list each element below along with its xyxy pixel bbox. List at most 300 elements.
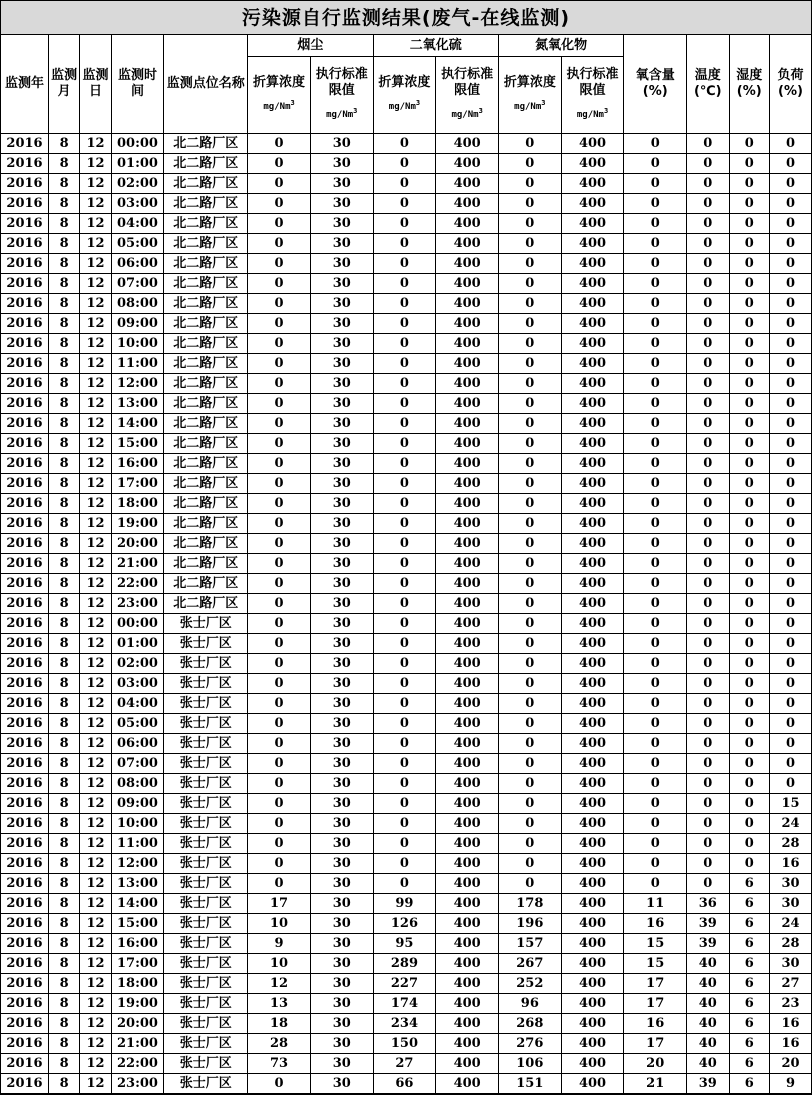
cell-load: 0 [769,394,811,414]
cell-nox-limit: 400 [561,654,624,674]
header-nox-conc [498,57,561,134]
cell-nox-limit: 400 [561,254,624,274]
cell-day: 12 [80,554,111,574]
cell-nox-conc: 0 [498,454,561,474]
cell-so2-limit: 400 [436,1054,499,1074]
cell-month: 8 [49,254,80,274]
cell-dust-limit: 30 [310,594,373,614]
table-row [1,874,811,894]
cell-site: 张士厂区 [164,1014,248,1034]
cell-load: 16 [769,1014,811,1034]
table-row [1,574,811,594]
cell-so2-conc: 0 [373,134,436,154]
cell-so2-conc: 126 [373,914,436,934]
cell-so2-conc: 27 [373,1054,436,1074]
cell-month: 8 [49,994,80,1014]
cell-year: 2016 [1,674,49,694]
cell-dust-conc: 0 [248,694,311,714]
cell-day: 12 [80,854,111,874]
header-site: 监测点位名称 [164,35,248,134]
cell-load: 0 [769,174,811,194]
cell-temperature: 0 [687,134,729,154]
cell-dust-limit: 30 [310,374,373,394]
cell-humidity: 0 [729,594,769,614]
cell-oxygen: 15 [624,934,687,954]
cell-so2-limit: 400 [436,434,499,454]
cell-oxygen: 0 [624,814,687,834]
cell-time: 22:00 [111,1054,164,1074]
cell-year: 2016 [1,714,49,734]
cell-nox-conc: 0 [498,594,561,614]
cell-site: 张士厂区 [164,774,248,794]
cell-humidity: 0 [729,694,769,714]
cell-so2-conc: 0 [373,774,436,794]
cell-humidity: 0 [729,354,769,374]
cell-time: 04:00 [111,214,164,234]
cell-site: 北二路厂区 [164,414,248,434]
cell-temperature: 0 [687,434,729,454]
cell-load: 0 [769,214,811,234]
cell-day: 12 [80,874,111,894]
cell-day: 12 [80,774,111,794]
cell-day: 12 [80,214,111,234]
cell-oxygen: 0 [624,394,687,414]
cell-month: 8 [49,354,80,374]
cell-temperature: 0 [687,614,729,634]
cell-site: 北二路厂区 [164,554,248,574]
limit-label: 执行标准限值 [441,67,494,98]
cell-humidity: 0 [729,634,769,654]
cell-so2-limit: 400 [436,354,499,374]
cell-dust-limit: 30 [310,234,373,254]
cell-nox-limit: 400 [561,574,624,594]
cell-load: 0 [769,134,811,154]
cell-dust-limit: 30 [310,474,373,494]
cell-time: 22:00 [111,574,164,594]
table-row [1,974,811,994]
cell-dust-limit: 30 [310,434,373,454]
cell-time: 21:00 [111,1034,164,1054]
cell-nox-limit: 400 [561,414,624,434]
header-so2-conc [373,57,436,134]
cell-humidity: 0 [729,214,769,234]
cell-so2-conc: 174 [373,994,436,1014]
cell-temperature: 0 [687,634,729,654]
cell-time: 02:00 [111,174,164,194]
cell-oxygen: 21 [624,1074,687,1094]
cell-nox-conc: 0 [498,494,561,514]
cell-dust-limit: 30 [310,974,373,994]
cell-dust-conc: 0 [248,574,311,594]
cell-nox-limit: 400 [561,1034,624,1054]
cell-dust-conc: 0 [248,754,311,774]
cell-so2-conc: 0 [373,354,436,374]
cell-month: 8 [49,334,80,354]
cell-nox-conc: 0 [498,734,561,754]
cell-humidity: 0 [729,854,769,874]
cell-month: 8 [49,594,80,614]
cell-month: 8 [49,934,80,954]
cell-dust-limit: 30 [310,994,373,1014]
cell-load: 0 [769,294,811,314]
cell-oxygen: 0 [624,614,687,634]
cell-year: 2016 [1,174,49,194]
cell-site: 张士厂区 [164,1074,248,1094]
cell-dust-conc: 73 [248,1054,311,1074]
cell-nox-conc: 0 [498,374,561,394]
cell-temperature: 0 [687,574,729,594]
cell-dust-limit: 30 [310,934,373,954]
table-row [1,694,811,714]
cell-oxygen: 0 [624,274,687,294]
cell-load: 0 [769,354,811,374]
cell-temperature: 0 [687,374,729,394]
cell-time: 23:00 [111,594,164,614]
header-time: 监测时间 [111,35,164,134]
cell-year: 2016 [1,214,49,234]
header-temperature: 温度(℃) [687,35,729,134]
cell-temperature: 0 [687,814,729,834]
table-row [1,834,811,854]
cell-year: 2016 [1,614,49,634]
cell-dust-conc: 0 [248,614,311,634]
cell-dust-conc: 0 [248,854,311,874]
cell-oxygen: 0 [624,634,687,654]
cell-time: 07:00 [111,274,164,294]
cell-dust-limit: 30 [310,534,373,554]
cell-dust-conc: 0 [248,174,311,194]
cell-oxygen: 0 [624,434,687,454]
cell-oxygen: 0 [624,534,687,554]
cell-dust-limit: 30 [310,274,373,294]
table-row [1,474,811,494]
cell-nox-conc: 0 [498,714,561,734]
cell-day: 12 [80,594,111,614]
cell-oxygen: 0 [624,334,687,354]
cell-so2-limit: 400 [436,334,499,354]
cell-month: 8 [49,134,80,154]
cell-temperature: 40 [687,994,729,1014]
cell-humidity: 0 [729,394,769,414]
cell-so2-conc: 289 [373,954,436,974]
cell-site: 北二路厂区 [164,594,248,614]
unit-label: mg/Nm$^3$ [326,107,358,120]
cell-temperature: 0 [687,414,729,434]
table-row [1,234,811,254]
cell-so2-limit: 400 [436,954,499,974]
cell-day: 12 [80,694,111,714]
cell-so2-limit: 400 [436,794,499,814]
cell-dust-conc: 0 [248,674,311,694]
cell-so2-conc: 0 [373,794,436,814]
header-oxygen: 氧含量(%) [624,35,687,134]
cell-nox-conc: 196 [498,914,561,934]
cell-dust-conc: 0 [248,314,311,334]
cell-load: 0 [769,274,811,294]
cell-nox-conc: 268 [498,1014,561,1034]
cell-load: 30 [769,954,811,974]
cell-year: 2016 [1,474,49,494]
cell-month: 8 [49,494,80,514]
cell-so2-conc: 0 [373,714,436,734]
cell-site: 北二路厂区 [164,434,248,454]
cell-humidity: 6 [729,974,769,994]
cell-nox-conc: 0 [498,254,561,274]
cell-humidity: 0 [729,134,769,154]
cell-nox-conc: 0 [498,154,561,174]
cell-so2-limit: 400 [436,1074,499,1094]
cell-year: 2016 [1,594,49,614]
cell-dust-limit: 30 [310,694,373,714]
cell-dust-conc: 0 [248,794,311,814]
cell-site: 张士厂区 [164,934,248,954]
cell-humidity: 0 [729,574,769,594]
cell-oxygen: 0 [624,594,687,614]
cell-humidity: 0 [729,554,769,574]
cell-so2-limit: 400 [436,1014,499,1034]
cell-load: 20 [769,1054,811,1074]
cell-time: 05:00 [111,714,164,734]
cell-nox-limit: 400 [561,994,624,1014]
cell-dust-conc: 0 [248,774,311,794]
cell-so2-limit: 400 [436,814,499,834]
cell-temperature: 0 [687,254,729,274]
cell-dust-limit: 30 [310,254,373,274]
cell-year: 2016 [1,734,49,754]
cell-nox-conc: 157 [498,934,561,954]
cell-year: 2016 [1,374,49,394]
cell-so2-limit: 400 [436,554,499,574]
cell-nox-limit: 400 [561,634,624,654]
cell-so2-conc: 150 [373,1034,436,1054]
cell-day: 12 [80,414,111,434]
cell-day: 12 [80,434,111,454]
cell-day: 12 [80,134,111,154]
cell-site: 张士厂区 [164,834,248,854]
cell-nox-limit: 400 [561,774,624,794]
unit-label: mg/Nm$^3$ [263,99,295,112]
cell-dust-limit: 30 [310,734,373,754]
table-row [1,1014,811,1034]
cell-oxygen: 17 [624,1034,687,1054]
cell-oxygen: 0 [624,774,687,794]
cell-humidity: 6 [729,874,769,894]
cell-month: 8 [49,694,80,714]
cell-site: 北二路厂区 [164,254,248,274]
cell-time: 03:00 [111,674,164,694]
cell-temperature: 39 [687,1074,729,1094]
cell-load: 0 [769,414,811,434]
cell-day: 12 [80,374,111,394]
cell-nox-limit: 400 [561,374,624,394]
cell-so2-limit: 400 [436,534,499,554]
cell-time: 13:00 [111,394,164,414]
cell-dust-conc: 10 [248,914,311,934]
cell-oxygen: 0 [624,874,687,894]
cell-so2-conc: 0 [373,674,436,694]
cell-year: 2016 [1,534,49,554]
cell-nox-conc: 0 [498,794,561,814]
conc-label: 折算浓度 [378,75,431,90]
cell-nox-limit: 400 [561,814,624,834]
cell-time: 10:00 [111,814,164,834]
cell-so2-conc: 0 [373,854,436,874]
cell-temperature: 0 [687,394,729,414]
cell-nox-limit: 400 [561,694,624,714]
table-row [1,614,811,634]
cell-day: 12 [80,274,111,294]
cell-temperature: 0 [687,234,729,254]
cell-humidity: 0 [729,734,769,754]
cell-oxygen: 0 [624,314,687,334]
cell-dust-conc: 17 [248,894,311,914]
cell-humidity: 0 [729,714,769,734]
cell-temperature: 0 [687,214,729,234]
cell-month: 8 [49,654,80,674]
cell-year: 2016 [1,334,49,354]
cell-time: 01:00 [111,634,164,654]
cell-so2-conc: 0 [373,834,436,854]
cell-oxygen: 0 [624,714,687,734]
cell-load: 0 [769,694,811,714]
cell-so2-conc: 0 [373,754,436,774]
table-row [1,594,811,614]
cell-day: 12 [80,194,111,214]
cell-so2-limit: 400 [436,214,499,234]
cell-temperature: 0 [687,754,729,774]
cell-humidity: 0 [729,794,769,814]
cell-load: 0 [769,374,811,394]
cell-time: 05:00 [111,234,164,254]
cell-site: 张士厂区 [164,794,248,814]
cell-dust-limit: 30 [310,914,373,934]
cell-dust-limit: 30 [310,134,373,154]
header-group-so2: 二氧化硫 [373,35,498,57]
cell-dust-limit: 30 [310,1034,373,1054]
cell-year: 2016 [1,274,49,294]
cell-site: 张士厂区 [164,954,248,974]
cell-load: 0 [769,434,811,454]
cell-dust-conc: 0 [248,434,311,454]
cell-humidity: 0 [729,194,769,214]
cell-nox-limit: 400 [561,474,624,494]
cell-so2-limit: 400 [436,994,499,1014]
cell-so2-conc: 0 [373,734,436,754]
cell-site: 北二路厂区 [164,134,248,154]
table-row [1,554,811,574]
cell-nox-limit: 400 [561,234,624,254]
cell-oxygen: 0 [624,754,687,774]
cell-day: 12 [80,534,111,554]
cell-year: 2016 [1,394,49,414]
cell-nox-limit: 400 [561,914,624,934]
table-row [1,374,811,394]
table-row [1,994,811,1014]
cell-year: 2016 [1,814,49,834]
cell-site: 北二路厂区 [164,454,248,474]
cell-temperature: 0 [687,734,729,754]
table-row [1,654,811,674]
cell-so2-conc: 0 [373,174,436,194]
cell-site: 北二路厂区 [164,394,248,414]
cell-year: 2016 [1,314,49,334]
cell-day: 12 [80,354,111,374]
cell-month: 8 [49,874,80,894]
cell-time: 19:00 [111,994,164,1014]
cell-temperature: 40 [687,1054,729,1074]
cell-oxygen: 16 [624,914,687,934]
table-row [1,414,811,434]
cell-humidity: 0 [729,174,769,194]
cell-oxygen: 0 [624,734,687,754]
table-row [1,954,811,974]
cell-nox-conc: 0 [498,854,561,874]
cell-so2-conc: 95 [373,934,436,954]
cell-nox-limit: 400 [561,674,624,694]
cell-year: 2016 [1,574,49,594]
cell-oxygen: 0 [624,174,687,194]
table-row [1,334,811,354]
cell-dust-limit: 30 [310,1074,373,1094]
cell-time: 02:00 [111,654,164,674]
cell-humidity: 0 [729,454,769,474]
cell-nox-limit: 400 [561,794,624,814]
cell-oxygen: 0 [624,134,687,154]
cell-so2-limit: 400 [436,374,499,394]
cell-dust-limit: 30 [310,214,373,234]
header-dust-conc [248,57,311,134]
cell-oxygen: 0 [624,234,687,254]
cell-nox-limit: 400 [561,274,624,294]
cell-load: 0 [769,594,811,614]
cell-time: 16:00 [111,934,164,954]
cell-so2-limit: 400 [436,454,499,474]
cell-year: 2016 [1,634,49,654]
cell-so2-conc: 0 [373,294,436,314]
cell-temperature: 0 [687,674,729,694]
cell-dust-limit: 30 [310,554,373,574]
cell-time: 01:00 [111,154,164,174]
table-row [1,1054,811,1074]
cell-site: 张士厂区 [164,974,248,994]
cell-month: 8 [49,454,80,474]
cell-load: 16 [769,854,811,874]
cell-year: 2016 [1,694,49,714]
cell-nox-conc: 0 [498,834,561,854]
cell-load: 28 [769,934,811,954]
cell-humidity: 0 [729,674,769,694]
cell-month: 8 [49,954,80,974]
header-so2-limit [436,57,499,134]
cell-so2-limit: 400 [436,894,499,914]
cell-so2-limit: 400 [436,294,499,314]
cell-dust-limit: 30 [310,794,373,814]
cell-site: 北二路厂区 [164,474,248,494]
cell-day: 12 [80,674,111,694]
unit-label: mg/Nm$^3$ [514,99,546,112]
cell-nox-conc: 267 [498,954,561,974]
cell-nox-conc: 106 [498,1054,561,1074]
cell-dust-conc: 13 [248,994,311,1014]
cell-load: 0 [769,734,811,754]
cell-nox-limit: 400 [561,834,624,854]
cell-humidity: 0 [729,314,769,334]
cell-day: 12 [80,714,111,734]
cell-dust-limit: 30 [310,414,373,434]
cell-dust-conc: 0 [248,554,311,574]
cell-site: 北二路厂区 [164,234,248,254]
cell-load: 0 [769,194,811,214]
